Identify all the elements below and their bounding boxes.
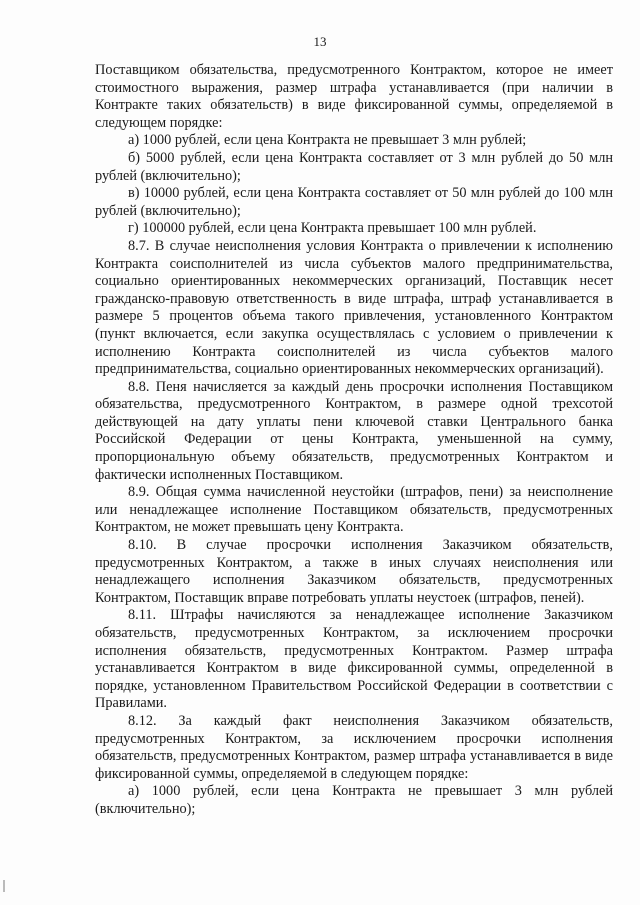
clause-8-9: 8.9. Общая сумма начисленной неустойки (штрафов, пени) за неисполнение или ненадлежащее исполнение Поставщиком обязательств, предусмотренных Контрактом, не может превышать цену Контракта.: [95, 484, 613, 536]
clause-8-10: 8.10. В случае просрочки исполнения Заказчиком обязательств, предусмотренных Контрактом, а также в иных случаях неисполнения или ненадлежащего исполнения Заказчиком обязательств, предусмотренных Контрактом, Поставщик вправе потребовать уплаты неустоек (штрафов, пеней).: [95, 537, 613, 606]
list-item-a: а) 1000 рублей, если цена Контракта не превышает 3 млн рублей;: [128, 132, 527, 149]
clause-8-8: 8.8. Пеня начисляется за каждый день просрочки исполнения Поставщиком обязательства, предусмотренного Контрактом, в размере одной трехсотой действующей на дату уплаты пени ключевой ставки Центрального банка Российской Федерации от цены Контракта, уменьшенной на сумму, пропорциональную объему обязательств, предусмотренных Контрактом и фактически исполненных Поставщиком.: [95, 378, 613, 483]
list-item-v: в) 10000 рублей, если цена Контракта составляет от 50 млн рублей до 100 млн рублей (включительно);: [95, 185, 613, 219]
clause-8-12: 8.12. За каждый факт неисполнения Заказчиком обязательств, предусмотренных Контрактом, за исключением просрочки исполнения обязательств, предусмотренных Контрактом, размер штрафа устанавливается в виде фиксированной суммы, определяемой в следующем порядке:: [95, 712, 613, 782]
list-item-g: г) 100000 рублей, если цена Контракта превышает 100 млн рублей.: [128, 220, 537, 237]
paragraph-continuation: Поставщиком обязательства, предусмотренного Контрактом, которое не имеет стоимостного выражения, размер штрафа устанавливается (при наличии в Контракте таких обязательств) в виде фиксированной суммы, определяемой в следующем порядке:: [95, 62, 613, 131]
clause-8-11: 8.11. Штрафы начисляются за ненадлежащее исполнение Заказчиком обязательств, предусмотренных Контрактом, за исключением просрочки исполнения обязательств, предусмотренных Контрактом. Размер штрафа устанавливается Контрактом в виде фиксированной суммы, определенной в порядке, установленном Правительством Российской Федерации в соответствии с Правилами.: [95, 607, 613, 712]
list-item-a-2: а) 1000 рублей, если цена Контракта не превышает 3 млн рублей (включительно);: [95, 783, 613, 817]
list-item-b: б) 5000 рублей, если цена Контракта составляет от 3 млн рублей до 50 млн рублей (включительно);: [95, 149, 613, 184]
scan-artifact: [3, 880, 5, 892]
page-number: 13: [313, 34, 327, 49]
document-body: [95, 62, 613, 819]
clause-8-7: 8.7. В случае неисполнения условия Контракта о привлечении к исполнению Контракта соисполнителей из числа субъектов малого предпринимательства, социально ориентированных некоммерческих организаций, Поставщик несет гражданско-правовую ответственность в виде штрафа, штраф устанавливается в размере 5 процентов объема такого привлечения, установленного Контрактом (пункт включается, если закупка осуществлялась с условием о привлечении к исполнению Контракта соисполнителей из числа субъектов малого предпринимательства, социально ориентированных некоммерческих организаций).: [95, 237, 613, 378]
